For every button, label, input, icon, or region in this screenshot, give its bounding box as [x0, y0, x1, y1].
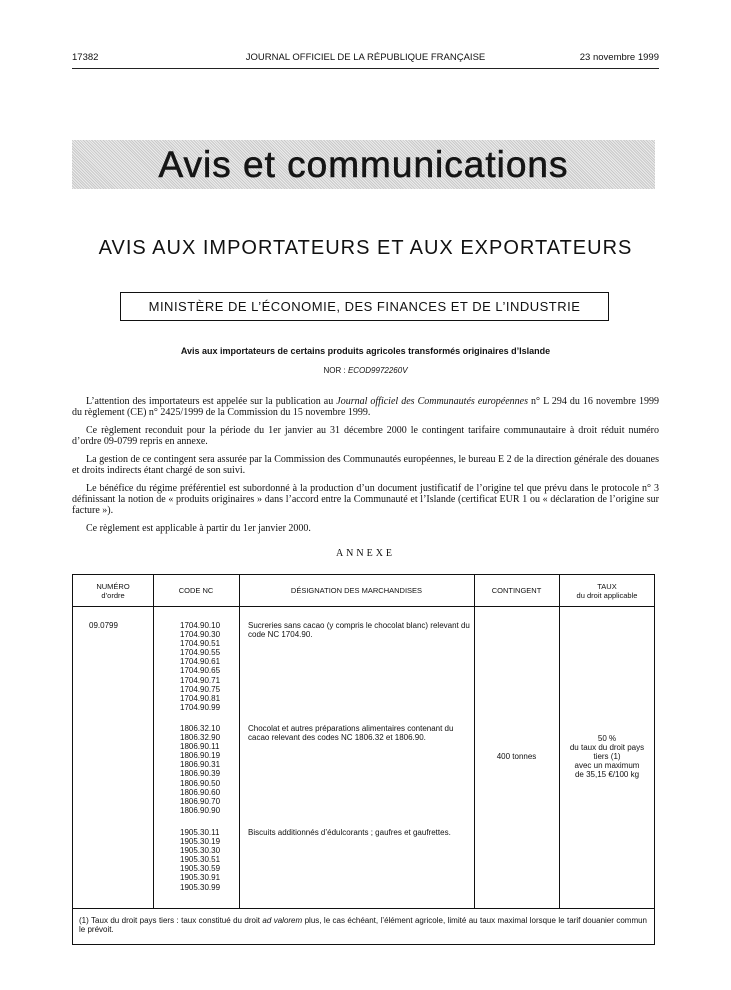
code-nc: 1704.90.51: [180, 639, 221, 649]
code-nc: 1905.30.99: [180, 882, 221, 892]
ministry-box: MINISTÈRE DE L’ÉCONOMIE, DES FINANCES ET DE L’INDUSTRIE: [120, 292, 609, 321]
code-nc: 1905.30.59: [180, 864, 221, 874]
designation-1806: Chocolat et autres préparations alimentaires contenant du cacao relevant des codes NC 1806.32 et 1806.90.: [248, 724, 454, 743]
header-contingent: CONTINGENT: [491, 586, 542, 595]
code-nc: 1806.90.90: [180, 805, 221, 815]
footnote: (1) Taux du droit pays tiers : taux constitué du droit ad valorem plus, le cas échéant, l’élément agricole, limité au taux maximal lorsque le tarif douanier commun le prévoit.: [79, 916, 648, 935]
header-designation: DÉSIGNATION DES MARCHANDISES: [290, 586, 423, 595]
code-group-1806: [180, 724, 220, 815]
code-nc: 1905.30.30: [180, 846, 221, 856]
header-taux: TAUX du droit applicable: [576, 581, 638, 600]
column-divider: [239, 575, 240, 908]
journal-title: JOURNAL OFFICIEL DE LA RÉPUBLIQUE FRANÇAISE: [245, 52, 486, 63]
code-nc: 1806.90.50: [180, 778, 221, 788]
code-nc: 1704.90.30: [180, 630, 221, 640]
code-nc: 1806.90.11: [180, 742, 220, 752]
section-title: AVIS AUX IMPORTATEURS ET AUX EXPORTATEURS: [98, 237, 633, 259]
code-nc: 1905.30.51: [180, 855, 221, 865]
header-rule: [72, 68, 659, 69]
code-nc: 1704.90.55: [180, 648, 221, 658]
contingent-value: 400 tonnes: [496, 752, 537, 761]
code-nc: 1806.90.60: [180, 787, 221, 797]
numero-ordre: 09.0799: [89, 621, 118, 630]
paragraph-4: Le bénéfice du régime préférentiel est subordonné à la production d’un document justificatif de l’origine tel que prévu dans le protocole n° 3 définissant la notion de « produits originaires » dans l’accord entre la Communauté et l’Islande (certificat EUR 1 ou « déclaration de l’origine sur facture »).: [72, 483, 659, 517]
code-group-1905: [180, 828, 220, 892]
header-numero: NUMÉRO d’ordre: [96, 581, 130, 600]
code-nc: 1704.90.10: [180, 621, 221, 630]
footnote-rule: [73, 908, 654, 909]
notice-title: Avis aux importateurs de certains produits agricoles transformés originaires d’Islande: [180, 346, 551, 356]
code-nc: 1806.32.90: [180, 733, 221, 743]
header-rule: [73, 606, 654, 607]
code-group-1704: [180, 621, 220, 712]
taux-value: 50 % du taux du droit pays tiers (1) avec un maximum de 35,15 €/100 kg: [569, 734, 645, 780]
code-nc: 1704.90.81: [180, 693, 221, 703]
paragraph-2: Ce règlement reconduit pour la période du 1er janvier au 31 décembre 2000 le contingent tarifaire communautaire à droit réduit numéro d’ordre 09-0799 repris en annexe.: [72, 425, 659, 448]
notice-body: [72, 396, 659, 541]
annexe-title: ANNEXE: [335, 548, 396, 559]
column-divider: [153, 575, 154, 908]
code-nc: 1806.32.10: [180, 724, 221, 733]
page-header: [72, 52, 659, 66]
code-nc: 1704.90.65: [180, 666, 221, 676]
journal-reference: Journal officiel des Communautés européennes: [336, 396, 528, 407]
paragraph-3: La gestion de ce contingent sera assurée par la Commission des Communautés européennes, le bureau E 2 de la direction générale des douanes et droits indirects étant chargé de son suivi.: [72, 454, 659, 477]
issue-date: 23 novembre 1999: [579, 52, 659, 63]
header-code-nc: CODE NC: [178, 586, 214, 595]
paragraph-1: L’attention des importateurs est appelée sur la publication au Journal officiel des Communautés européennes n° L 294 du 16 novembre 1999 du règlement (CE) n° 2425/1999 de la Commission du 15 novembre 1999.: [72, 396, 659, 419]
code-nc: 1905.30.11: [180, 828, 220, 837]
code-nc: 1704.90.61: [180, 657, 221, 667]
designation-1905: Biscuits additionnés d’édulcorants ; gaufres et gaufrettes.: [248, 828, 451, 837]
code-nc: 1905.30.19: [180, 837, 221, 847]
nor-reference: [72, 366, 659, 375]
nor-label: NOR :: [323, 366, 346, 375]
code-nc: 1806.90.31: [180, 760, 221, 770]
code-nc: 1704.90.75: [180, 684, 221, 694]
code-nc: 1704.90.99: [180, 702, 221, 712]
page-number: 17382: [72, 52, 99, 63]
banner-title: Avis et communications: [158, 144, 569, 185]
column-divider: [474, 575, 475, 908]
banner: [72, 140, 655, 189]
code-nc: 1806.90.70: [180, 796, 221, 806]
code-nc: 1704.90.71: [180, 675, 221, 685]
code-nc: 1806.90.19: [180, 751, 221, 761]
designation-1704: Sucreries sans cacao (y compris le chocolat blanc) relevant du code NC 1704.90.: [248, 621, 470, 640]
paragraph-5: Ce règlement est applicable à partir du 1er janvier 2000.: [86, 523, 311, 535]
annexe-table: [72, 574, 655, 945]
code-nc: 1905.30.91: [180, 873, 221, 883]
code-nc: 1806.90.39: [180, 769, 221, 779]
nor-code: ECOD9972260V: [347, 366, 408, 375]
